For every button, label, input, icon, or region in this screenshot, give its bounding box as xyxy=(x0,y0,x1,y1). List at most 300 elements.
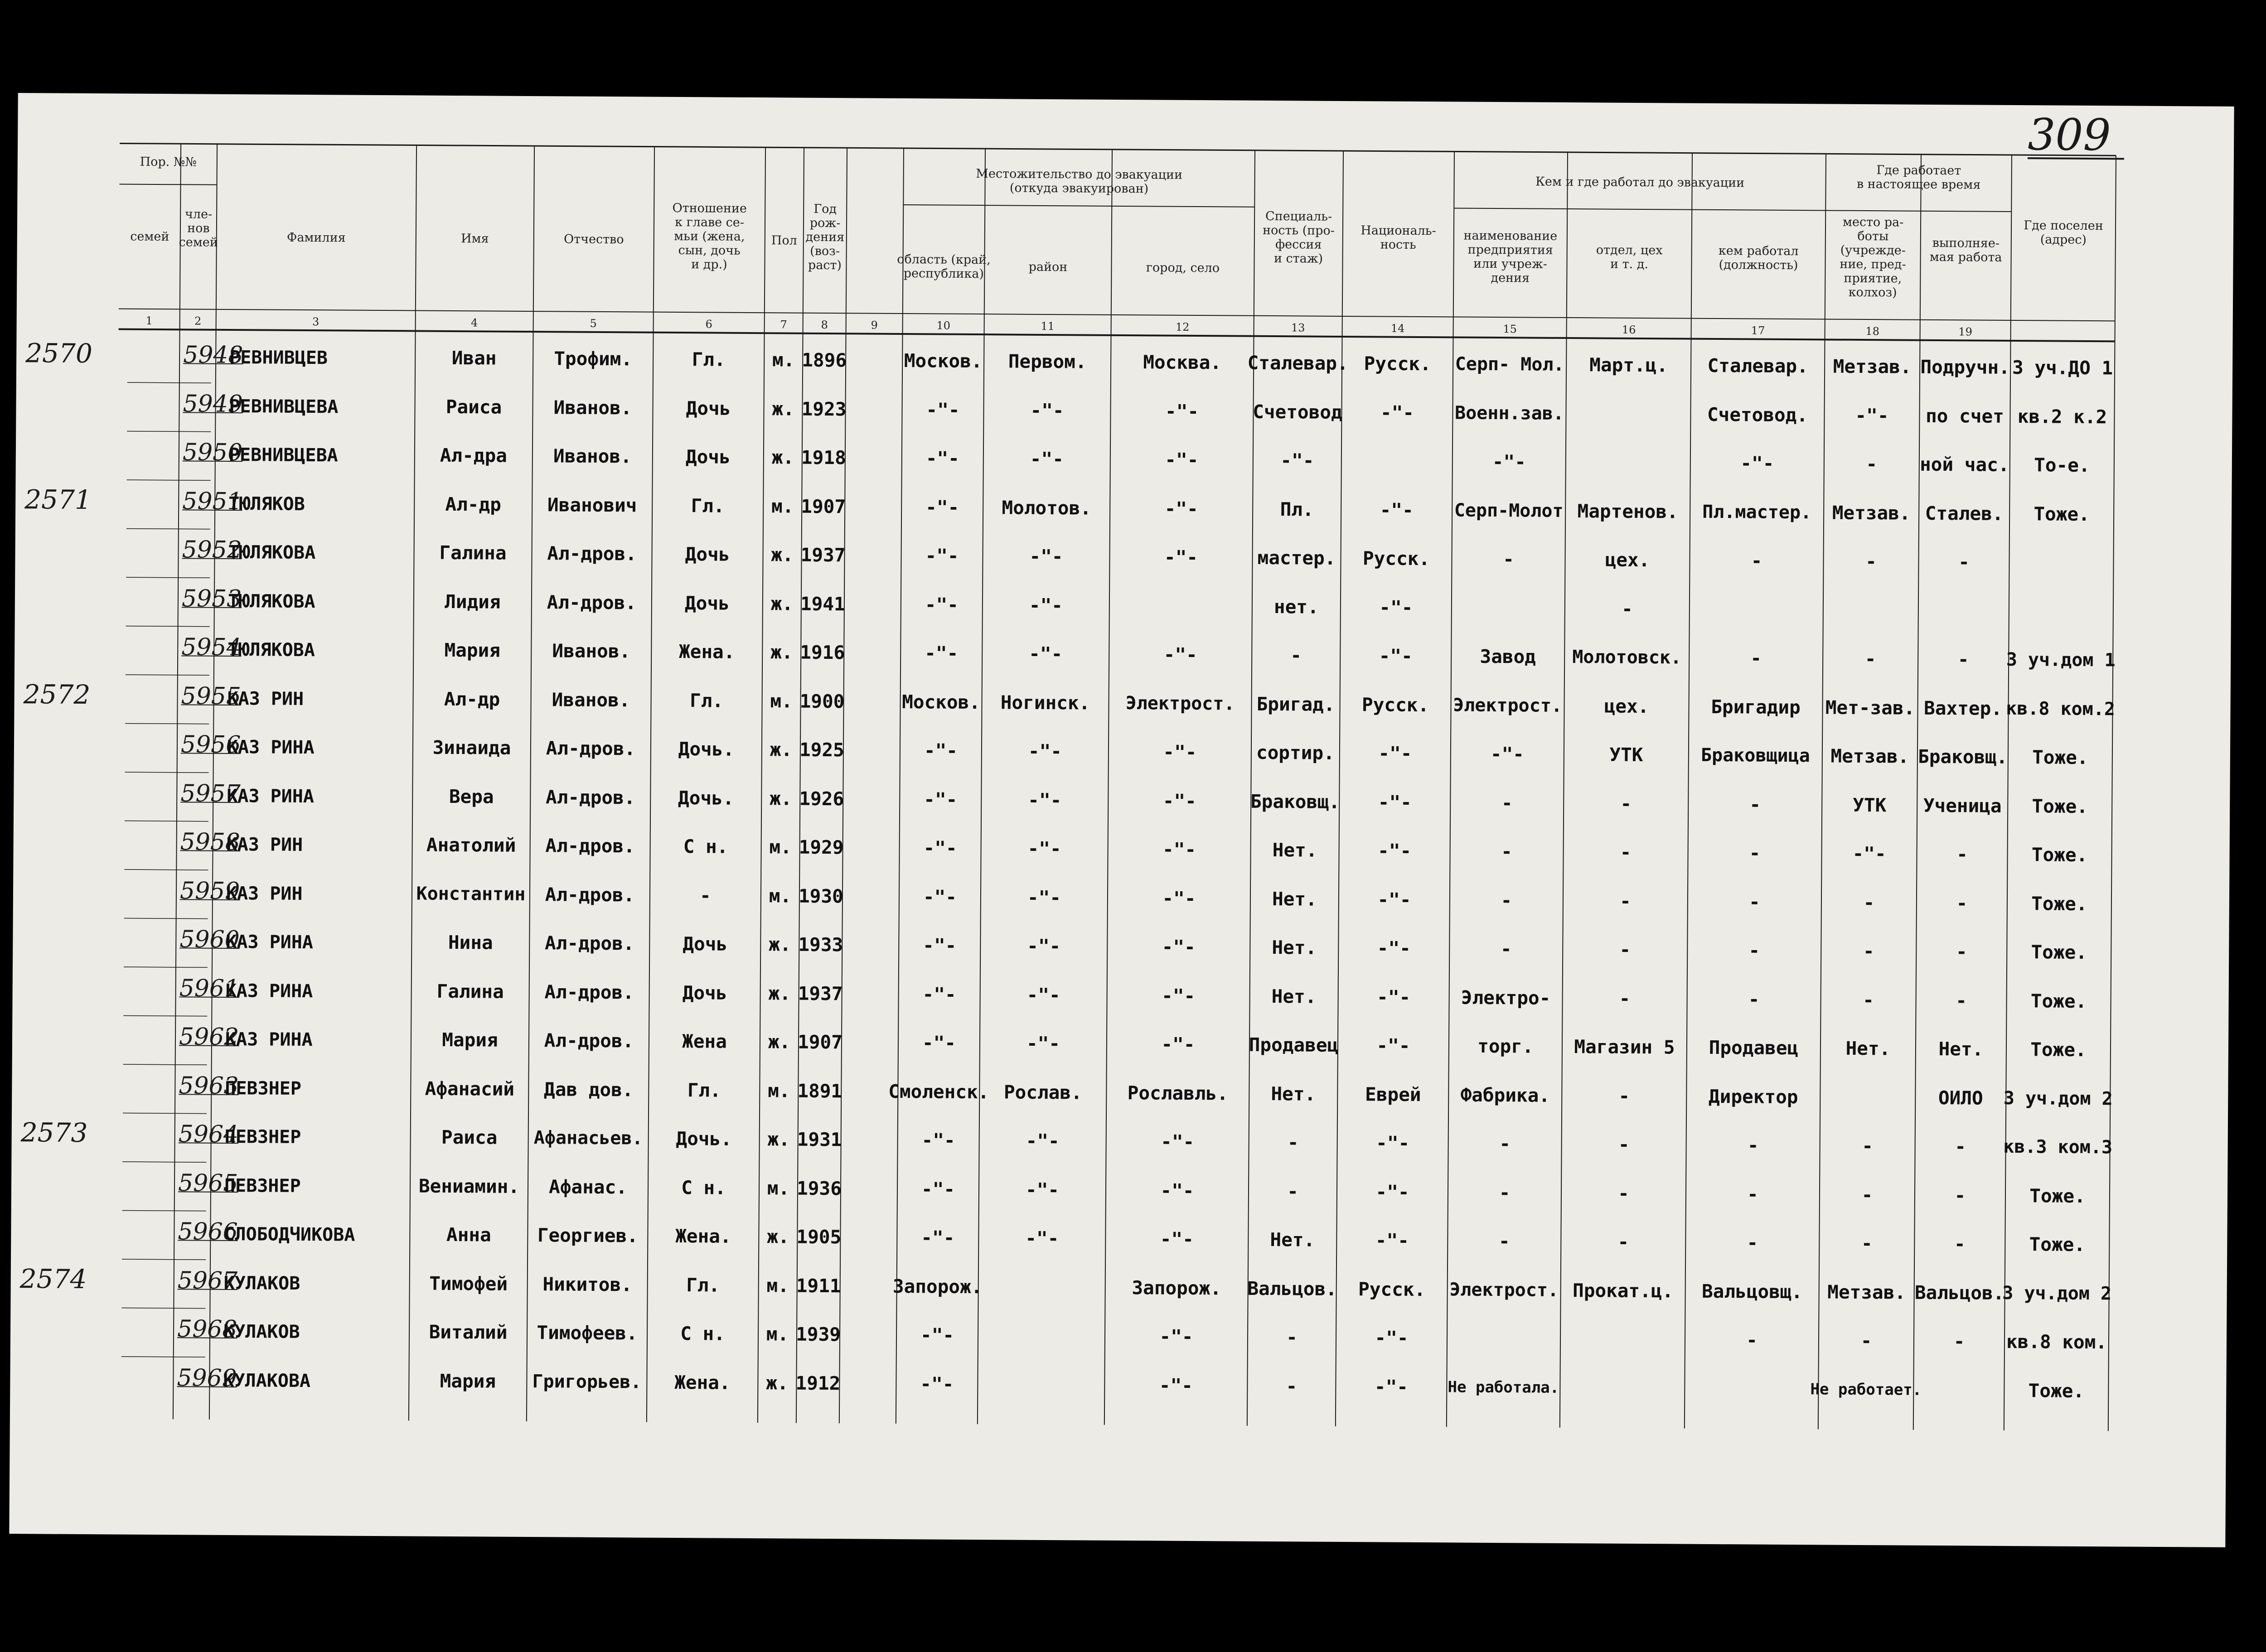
god-cell: 1912 xyxy=(795,1372,841,1394)
group-rule xyxy=(1825,210,2011,212)
adr-cell: Тоже. xyxy=(2032,795,2088,817)
otdel-cell: - xyxy=(1621,598,1633,620)
pol-cell: ж. xyxy=(772,397,794,420)
group-rule xyxy=(1454,208,1825,210)
column-rule xyxy=(647,147,654,1422)
mesto-cell: -"- xyxy=(1855,404,1889,426)
spec-cell: Вальцов. xyxy=(1247,1277,1337,1300)
adr-cell: То-е. xyxy=(2034,454,2090,477)
god-cell: 1923 xyxy=(801,398,847,420)
header-otnoshenie: Отношение к главе се- мьи (жена, сын, дочь и др.) xyxy=(672,201,747,272)
page-number: 309 xyxy=(2028,112,2125,159)
mesto-cell: - xyxy=(1862,1135,1874,1157)
pol-cell: ж. xyxy=(770,592,794,615)
surname-cell: КУЛАКОВ xyxy=(223,1321,300,1343)
adr-cell: кв.2 к.2 xyxy=(2017,405,2107,428)
pol-cell: м. xyxy=(770,690,793,712)
member-number: 5965 xyxy=(178,1169,238,1197)
member-number: 5967 xyxy=(177,1266,238,1295)
table-grid xyxy=(9,93,2234,1547)
adr-cell: Тоже. xyxy=(2030,990,2087,1012)
pred-cell: - xyxy=(1501,792,1513,814)
god-cell: 1931 xyxy=(797,1128,842,1151)
header-mesto-group: Местожительство до эвакуации (откуда эвакуирован) xyxy=(976,167,1183,196)
vyp-cell: ОИЛО xyxy=(1938,1087,1983,1109)
obl-cell: -"- xyxy=(921,1129,955,1151)
otch-cell: Ал-дров. xyxy=(544,981,634,1003)
raion-cell: -"- xyxy=(1028,789,1062,811)
adr-cell: Тоже. xyxy=(2032,746,2088,769)
vyp-cell: Вахтер. xyxy=(1924,697,2003,720)
otch-cell: Никитов. xyxy=(542,1273,633,1295)
header-god: Год рож- дения (воз- раст) xyxy=(805,202,845,273)
spec-cell: - xyxy=(1287,1131,1299,1154)
spec-cell: - xyxy=(1290,644,1302,667)
raion-cell: -"- xyxy=(1027,886,1061,908)
pred-cell: - xyxy=(1501,889,1512,911)
imya-cell: Анна xyxy=(446,1223,491,1246)
raion-cell: -"- xyxy=(1030,448,1064,470)
surname-cell: КАЗ РИНА xyxy=(226,931,314,953)
imya-cell: Вениамин. xyxy=(418,1175,520,1198)
imya-cell: Ал-дра xyxy=(440,444,508,467)
kem-cell: - xyxy=(1749,842,1761,864)
surname-cell: ПЕВЗНЕР xyxy=(225,1077,302,1099)
nac-cell: Русск. xyxy=(1358,1278,1426,1300)
column-number: 1 xyxy=(145,314,153,327)
mesto-cell: - xyxy=(1860,1329,1872,1352)
column-number: 5 xyxy=(590,317,597,330)
nac-cell: -"- xyxy=(1375,1327,1409,1349)
header-naimenovanie: наименование предприятия или учреж- дения xyxy=(1463,228,1558,285)
gorod-cell: -"- xyxy=(1164,546,1198,569)
adr-cell: 3 уч.ДО 1 xyxy=(2012,356,2113,379)
raion-cell: -"- xyxy=(1027,935,1061,957)
header-vypolnyaemaya: выполняе- мая работа xyxy=(1929,236,2002,265)
member-number: 5949 xyxy=(183,390,243,418)
otch-cell: Ал-дров. xyxy=(547,542,637,565)
otch-cell: Ал-дров. xyxy=(545,786,635,808)
otn-cell: Дочь xyxy=(685,446,731,468)
gorod-cell: -"- xyxy=(1162,887,1196,909)
otch-cell: Афанас. xyxy=(548,1175,628,1198)
pred-cell: - xyxy=(1503,548,1515,570)
member-number: 5969 xyxy=(177,1364,237,1392)
gorod-cell: -"- xyxy=(1161,985,1196,1007)
otn-cell: Дочь. xyxy=(676,1128,732,1150)
otn-cell: Дочь xyxy=(684,592,730,614)
god-cell: 1937 xyxy=(800,544,846,566)
member-number: 5955 xyxy=(181,682,242,710)
vyp-cell: - xyxy=(1956,989,1967,1011)
member-number: 5963 xyxy=(179,1072,239,1100)
kem-cell: - xyxy=(1748,939,1760,961)
column-number: 10 xyxy=(936,319,951,332)
kem-cell: Счетовод. xyxy=(1707,403,1808,426)
mesto-cell: УТК xyxy=(1853,794,1887,816)
row-rule xyxy=(126,577,210,578)
otch-cell: Иванов. xyxy=(552,640,631,662)
pol-cell: ж. xyxy=(767,1128,790,1150)
nac-cell: Русск. xyxy=(1364,353,1431,375)
member-number: 5959 xyxy=(179,877,240,905)
otdel-cell: - xyxy=(1620,841,1632,863)
member-number: 5962 xyxy=(179,1023,239,1051)
imya-cell: Нина xyxy=(448,931,493,954)
mesto-cell: Не работает. xyxy=(1810,1380,1922,1399)
column-rule xyxy=(2004,155,2012,1430)
column-number: 18 xyxy=(1865,325,1879,338)
raion-cell: -"- xyxy=(1025,1227,1059,1250)
member-number: 5958 xyxy=(180,828,241,856)
group-rule xyxy=(903,205,1254,207)
imya-cell: Мария xyxy=(444,639,501,662)
spec-cell: - xyxy=(1287,1180,1298,1202)
god-cell: 1929 xyxy=(799,836,844,859)
otdel-cell: - xyxy=(1618,1182,1629,1204)
surname-cell: ПЕВЗНЕР xyxy=(224,1175,301,1197)
obl-cell: Запорож. xyxy=(892,1275,983,1298)
spec-cell: Сталевар. xyxy=(1247,352,1348,375)
column-rule xyxy=(1913,155,1921,1430)
column-number: 13 xyxy=(1291,321,1305,334)
obl-cell: -"- xyxy=(921,1178,955,1200)
mesto-cell: - xyxy=(1861,1183,1873,1206)
gorod-cell: -"- xyxy=(1160,1130,1195,1153)
header-mesto-raboty: место ра- боты (учрежде- ние, пред- приятие, колхоз) xyxy=(1840,215,1906,300)
row-rule xyxy=(127,382,211,383)
header-pol: Пол xyxy=(771,233,797,248)
gorod-cell: -"- xyxy=(1159,1325,1193,1348)
obl-cell: -"- xyxy=(923,934,957,956)
raion-cell: -"- xyxy=(1026,984,1060,1006)
nac-cell: Русск. xyxy=(1362,547,1430,570)
pred-cell: Электро- xyxy=(1461,986,1551,1009)
god-cell: 1896 xyxy=(802,349,847,372)
header-bottom-rule xyxy=(119,329,2115,341)
header-otdel: отдел, цех и т. д. xyxy=(1596,243,1663,272)
otch-cell: Трофим. xyxy=(554,348,633,370)
raion-cell: -"- xyxy=(1029,594,1063,616)
gorod-cell: -"- xyxy=(1165,400,1199,422)
pol-cell: м. xyxy=(766,1323,789,1345)
imya-cell: Мария xyxy=(440,1370,496,1392)
otch-cell: Ал-дров. xyxy=(545,883,635,906)
kem-cell: Пл.мастер. xyxy=(1702,501,1812,523)
nac-cell: -"- xyxy=(1378,742,1412,764)
gorod-cell: -"- xyxy=(1160,1228,1194,1250)
vyp-cell: Сталев. xyxy=(1925,502,2004,525)
god-cell: 1891 xyxy=(797,1080,842,1102)
pol-cell: ж. xyxy=(768,933,791,956)
header-familiya: Фамилия xyxy=(286,230,346,245)
nac-cell: -"- xyxy=(1380,498,1414,521)
surname-cell: КУЛАКОВ xyxy=(223,1272,300,1294)
member-number: 5950 xyxy=(182,439,243,467)
otn-cell: С н. xyxy=(683,836,728,858)
nac-cell: -"- xyxy=(1374,1375,1409,1398)
mesto-cell: - xyxy=(1866,453,1878,475)
spec-cell: Браковщ. xyxy=(1250,790,1340,813)
adr-cell: Тоже. xyxy=(2030,1039,2087,1061)
header-imya: Имя xyxy=(460,232,489,246)
gorod-cell: Электрост. xyxy=(1125,692,1235,715)
obl-cell: -"- xyxy=(925,593,959,616)
otdel-cell: цех. xyxy=(1605,549,1650,571)
otch-cell: Ал-дров. xyxy=(544,932,634,955)
obl-cell: -"- xyxy=(920,1324,954,1346)
raion-cell: Молотов. xyxy=(1002,496,1092,519)
obl-cell: -"- xyxy=(925,545,959,567)
surname-cell: ТЮЛЯКОВА xyxy=(228,590,315,612)
otn-cell: Жена. xyxy=(675,1225,731,1247)
pred-cell: - xyxy=(1501,840,1513,863)
spec-cell: Счетовод xyxy=(1253,401,1342,423)
otdel-cell: - xyxy=(1620,792,1632,815)
otdel-cell: - xyxy=(1617,1231,1629,1253)
column-number: 8 xyxy=(821,318,828,332)
otn-cell: Дочь xyxy=(685,543,730,565)
raion-cell: -"- xyxy=(1029,642,1063,665)
god-cell: 1916 xyxy=(800,641,845,664)
column-rule xyxy=(1818,154,1826,1429)
imya-cell: Ал-др xyxy=(444,688,500,710)
kem-cell: - xyxy=(1747,1232,1758,1254)
family-number: 2573 xyxy=(20,1117,88,1149)
otdel-cell: - xyxy=(1619,987,1631,1010)
vyp-cell: Нет. xyxy=(1938,1038,1984,1060)
row-rule xyxy=(122,1259,206,1260)
adr-cell: кв.3 ком.3 xyxy=(2003,1136,2113,1158)
otch-cell: Иванов. xyxy=(552,688,630,711)
member-number: 5957 xyxy=(180,779,241,807)
otn-cell: - xyxy=(699,884,711,906)
kem-cell: Сталевар. xyxy=(1707,354,1808,377)
vyp-cell: - xyxy=(1954,1184,1966,1206)
nac-cell: -"- xyxy=(1380,401,1414,424)
vyp-cell: - xyxy=(1956,892,1968,914)
god-cell: 1918 xyxy=(801,446,846,469)
header-otchestvo: Отчество xyxy=(564,232,624,247)
pred-cell: торг. xyxy=(1477,1035,1534,1058)
god-cell: 1926 xyxy=(799,787,844,810)
pol-cell: ж. xyxy=(768,1031,791,1053)
obl-cell: -"- xyxy=(925,447,960,469)
god-cell: 1907 xyxy=(797,1031,843,1053)
imya-cell: Мария xyxy=(442,1029,498,1051)
adr-cell: Тоже. xyxy=(2028,1379,2085,1402)
column-rule xyxy=(896,148,904,1424)
raion-cell: -"- xyxy=(1030,399,1064,421)
vyp-cell: Ученица xyxy=(1923,794,2002,817)
otdel-cell: - xyxy=(1618,1133,1630,1155)
otch-cell: Тимофеев. xyxy=(537,1322,638,1344)
imya-cell: Ал-др xyxy=(445,493,502,516)
nac-cell: -"- xyxy=(1378,791,1412,813)
pred-cell: - xyxy=(1499,1133,1511,1155)
pol-cell: ж. xyxy=(766,1372,789,1394)
row-rule xyxy=(123,1113,207,1114)
surname-cell: КУЛАКОВА xyxy=(223,1370,311,1391)
header-raion: район xyxy=(1028,260,1068,275)
surname-cell: РЕВНИВЦЕВ xyxy=(229,347,328,369)
pred-cell: Электрост. xyxy=(1449,1279,1559,1301)
row-rule xyxy=(124,869,208,870)
column-number: 9 xyxy=(871,319,878,332)
otn-cell: Дочь. xyxy=(678,738,735,760)
mesto-cell: - xyxy=(1864,648,1876,670)
pred-cell: - xyxy=(1499,1181,1511,1203)
family-number: 2571 xyxy=(24,483,92,515)
otdel-cell: - xyxy=(1618,1085,1630,1107)
god-cell: 1939 xyxy=(796,1323,841,1346)
god-cell: 1937 xyxy=(798,982,843,1005)
spec-cell: Нет. xyxy=(1271,985,1317,1008)
spec-cell: -"- xyxy=(1280,449,1314,472)
pred-cell: -"- xyxy=(1492,450,1526,473)
pred-cell: Серп-Молот xyxy=(1454,499,1564,522)
column-number: 3 xyxy=(312,315,320,328)
column-number: 17 xyxy=(1751,324,1765,337)
gorod-cell: Москва. xyxy=(1143,351,1222,374)
kem-cell: - xyxy=(1746,1329,1758,1351)
surname-cell: ТЮЛЯКОВА xyxy=(228,639,315,661)
god-cell: 1941 xyxy=(800,593,845,615)
adr-cell: Тоже. xyxy=(2029,1184,2086,1207)
otn-cell: Жена. xyxy=(674,1371,731,1394)
otn-cell: Дочь xyxy=(682,981,727,1004)
pol-cell: ж. xyxy=(770,739,793,761)
pol-cell: ж. xyxy=(770,641,793,663)
gorod-cell: Рославль. xyxy=(1127,1082,1229,1104)
raion-cell: -"- xyxy=(1026,1130,1060,1152)
row-rule xyxy=(127,431,211,432)
column-rule xyxy=(1336,151,1343,1426)
nac-cell: -"- xyxy=(1379,645,1413,667)
obl-cell: -"- xyxy=(920,1372,954,1395)
adr-cell: Тоже. xyxy=(2031,892,2087,915)
obl-cell: -"- xyxy=(923,885,957,908)
gorod-cell: -"- xyxy=(1162,838,1196,861)
gorod-cell: -"- xyxy=(1159,1374,1193,1396)
column-rule xyxy=(1560,152,1568,1428)
pred-cell: - xyxy=(1498,1230,1510,1252)
column-number: 14 xyxy=(1390,322,1405,335)
otch-cell: Дав дов. xyxy=(543,1078,634,1101)
pol-cell: ж. xyxy=(768,982,791,1005)
vyp-cell: Вальцов. xyxy=(1914,1281,2005,1304)
otdel-cell: Магазин 5 xyxy=(1574,1036,1675,1058)
scanned-sheet xyxy=(9,93,2234,1547)
kem-cell: Бригадир xyxy=(1711,696,1801,718)
raion-cell: -"- xyxy=(1025,1179,1060,1201)
spec-cell: сортир. xyxy=(1256,741,1335,764)
kem-cell: -"- xyxy=(1740,452,1774,474)
spec-cell: - xyxy=(1286,1326,1298,1348)
column-rule xyxy=(978,149,985,1424)
header-top-rule xyxy=(120,143,2116,155)
member-number: 5952 xyxy=(182,536,242,564)
kem-cell: - xyxy=(1748,988,1760,1010)
adr-cell: кв.8 ком. xyxy=(2006,1330,2107,1353)
family-number: 2574 xyxy=(19,1263,87,1295)
nac-cell: -"- xyxy=(1377,937,1411,959)
column-rule xyxy=(1685,153,1692,1429)
member-number: 5956 xyxy=(180,731,241,759)
nac-cell: -"- xyxy=(1375,1229,1409,1251)
column-rule xyxy=(409,145,416,1420)
pred-cell: Военн.зав. xyxy=(1454,402,1564,424)
member-number: 5948 xyxy=(183,341,243,369)
adr-cell: кв.8 ком.2 xyxy=(2005,698,2116,720)
pol-cell: м. xyxy=(766,1274,789,1297)
column-rule xyxy=(527,146,534,1421)
member-number: 5951 xyxy=(182,487,242,515)
obl-cell: -"- xyxy=(926,398,960,421)
spec-cell: Нет. xyxy=(1272,839,1317,861)
god-cell: 1933 xyxy=(798,933,843,956)
pol-cell: м. xyxy=(771,495,794,517)
otn-cell: Дочь. xyxy=(678,787,734,809)
gorod-cell: -"- xyxy=(1165,449,1199,471)
obl-cell: -"- xyxy=(922,983,956,1005)
member-number: 5954 xyxy=(181,633,242,662)
pol-cell: ж. xyxy=(767,1226,789,1248)
vyp-cell: - xyxy=(1953,1330,1965,1353)
otdel-cell: УТК xyxy=(1609,744,1643,766)
mesto-cell: -"- xyxy=(1852,842,1886,865)
row-rule xyxy=(125,772,209,773)
otn-cell: С н. xyxy=(680,1323,726,1345)
otch-cell: Ал-дров. xyxy=(547,591,637,613)
pred-cell: Завод xyxy=(1480,645,1536,668)
nac-cell: -"- xyxy=(1376,985,1411,1008)
kem-cell: Вальцовщ. xyxy=(1701,1280,1803,1303)
header-semei: семей xyxy=(130,229,169,244)
imya-cell: Раиса xyxy=(441,1126,498,1149)
gorod-cell: Запорож. xyxy=(1132,1276,1222,1299)
row-rule xyxy=(124,918,208,919)
spec-cell: Нет. xyxy=(1272,937,1317,959)
otn-cell: Гл. xyxy=(691,494,725,517)
pred-cell: Фабрика. xyxy=(1460,1084,1550,1106)
header-gorod: город, село xyxy=(1146,261,1220,275)
imya-cell: Вера xyxy=(449,785,494,808)
surname-cell: ТЮЛЯКОВА xyxy=(228,541,316,564)
adr-cell: 3 уч.дом 2 xyxy=(2003,1087,2113,1109)
surname-cell: РЕВНИВЦЕВА xyxy=(229,396,339,417)
otch-cell: Георгиев. xyxy=(537,1224,639,1247)
otch-cell: Иванов. xyxy=(553,396,632,419)
row-rule xyxy=(126,626,210,627)
header-number-rule xyxy=(119,309,2115,321)
kem-cell: - xyxy=(1749,793,1761,816)
imya-cell: Галина xyxy=(439,541,507,564)
kem-cell: Директор xyxy=(1708,1085,1798,1108)
otn-cell: Жена xyxy=(682,1030,727,1053)
kem-cell: - xyxy=(1750,647,1762,669)
gorod-cell: -"- xyxy=(1163,643,1197,666)
adr-cell: Тоже. xyxy=(2034,502,2090,525)
otdel-cell: Прокат.ц. xyxy=(1572,1279,1674,1302)
header-chlenov: чле- нов семей xyxy=(179,207,218,250)
raion-cell: -"- xyxy=(1029,545,1063,568)
surname-cell: КАЗ РИНА xyxy=(227,736,315,758)
mesto-cell: - xyxy=(1863,989,1874,1011)
surname-cell: КАЗ РИН xyxy=(227,688,304,710)
otn-cell: Дочь xyxy=(683,933,728,955)
obl-cell: -"- xyxy=(925,496,959,518)
